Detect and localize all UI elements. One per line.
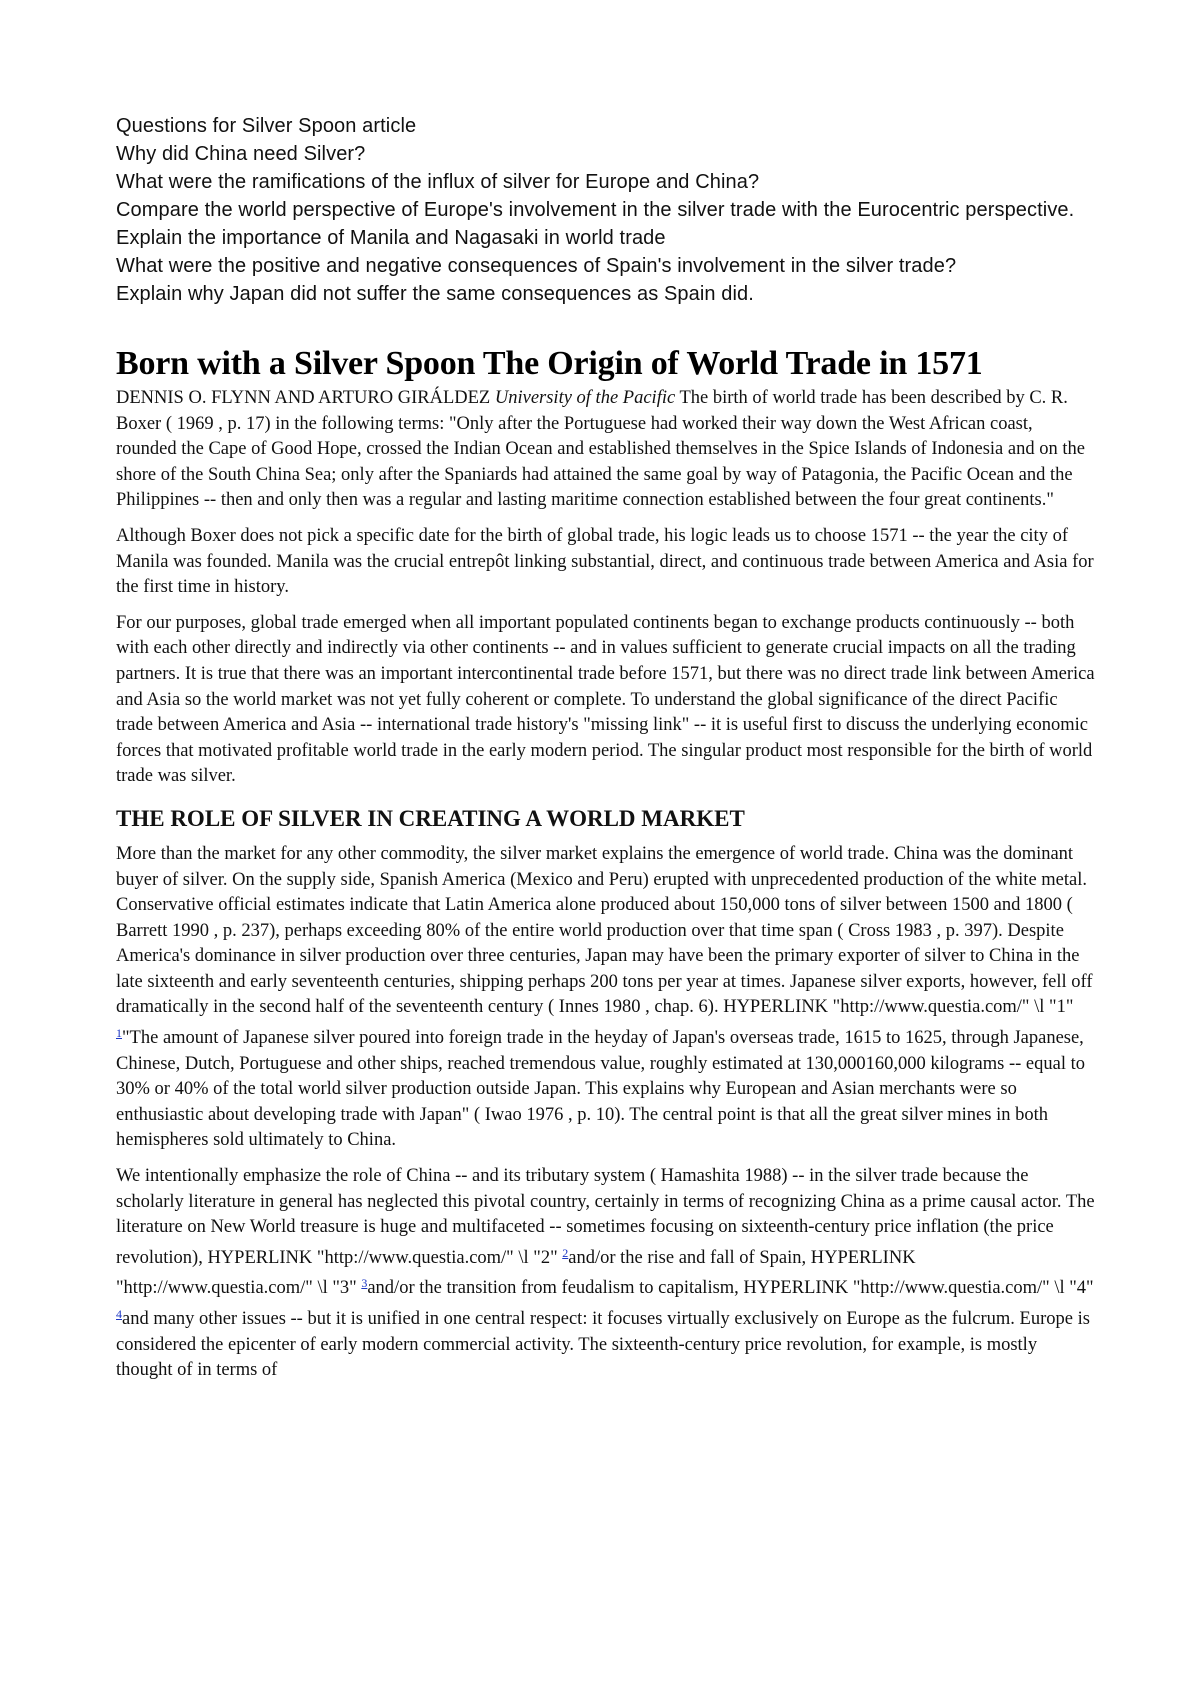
document-page bbox=[116, 112, 1096, 1394]
section-heading: THE ROLE OF SILVER IN CREATING A WORLD MARKET bbox=[116, 805, 745, 831]
paragraph-text: and/or the transition from feudalism to capitalism, HYPERLINK "http://www.questia.com/" \l "4" bbox=[367, 1278, 1094, 1299]
questions-heading: Questions for Silver Spoon article bbox=[116, 115, 417, 137]
paragraph-intro bbox=[116, 386, 1096, 514]
paragraph-text: and/or the rise and fall of Spain, HYPERLINK "http://www.questia.com/" \l "3" bbox=[116, 1247, 916, 1299]
paragraph-text: More than the market for any other commodity, the silver market explains the emergence of world trade. China was the dominant buyer of silver. On the supply side, Spanish America (Mexico and Peru) erupted with unprecedented production of the white metal. Conservative official estimates indicate that Latin America alone produced about 150,000 tons of silver between 1500 and 1800 ( Barrett 1990 , p. 237), perhaps exceeding 80% of the entire world production over that time span ( Cross 1983 , p. 397). Despite America's dominance in silver production over three centuries, Japan may have been the primary exporter of silver to China in the late sixteenth and early seventeenth centuries, shipping perhaps 200 tons per year at times. Japanese silver exports, however, fell off dramatically in the second half of the seventeenth century ( Innes 1980 , chap. 6). HYPERLINK "http://www.questia.com/" \l "1" bbox=[116, 843, 1093, 1018]
paragraph bbox=[116, 1164, 1096, 1384]
affiliation: University of the Pacific bbox=[494, 388, 676, 408]
paragraph-text: "The amount of Japanese silver poured into foreign trade in the heyday of Japan's overseas trade, 1615 to 1625, through Japanese, Chinese, Dutch, Portuguese and other ships, reached tremendous value, roughly estimated at 130,000160,000 kilograms -- equal to 30% or 40% of the total world silver production outside Japan. This explains why European and Asian merchants were so enthusiastic about developing trade with Japan" ( Iwao 1976 , p. 10). The central point is that all the great silver mines in both hemispheres sold ultimately to China. bbox=[116, 1028, 1085, 1151]
question-item: Why did China need Silver? bbox=[116, 143, 366, 165]
question-item: What were the ramifications of the influx of silver for Europe and China? bbox=[116, 171, 760, 193]
paragraph-text: We intentionally emphasize the role of China -- and its tributary system ( Hamashita 1988) -- in the silver trade because the scholarly literature in general has neglected this pivotal country, certainly in terms of recognizing China as a prime causal actor. The literature on New World treasure is huge and multifaceted -- sometimes focusing on sixteenth-century price inflation (the price revolution), HYPERLINK "http://www.questia.com/" \l "2" bbox=[116, 1166, 1095, 1268]
footnote-link-3[interactable]: 3 bbox=[361, 1276, 368, 1291]
paragraph-text: and many other issues -- but it is unified in one central respect: it focuses virtually exclusively on Europe as the fulcrum. Europe is considered the epicenter of early modern commercial activity. The sixteenth-century price revolution, for example, is mostly thought of in terms of bbox=[116, 1309, 1090, 1381]
paragraph: For our purposes, global trade emerged when all important populated continents began to exchange products continuously -- both with each other directly and indirectly via other continents -- and in values sufficient to generate crucial impacts on all the trading partners. It is true that there was an important intercontinental trade before 1571, but there was no direct trade link between America and Asia so the world market was not yet fully coherent or complete. To understand the global significance of the direct Pacific trade between America and Asia -- international trade history's "missing link" -- it is useful first to discuss the underlying economic forces that motivated profitable world trade in the early modern period. The singular product most responsible for the birth of world trade was silver. bbox=[116, 612, 1095, 787]
questions-block bbox=[116, 112, 1096, 308]
question-item: Compare the world perspective of Europe's involvement in the silver trade with the Eurocentric perspective. bbox=[116, 199, 1075, 221]
authors: DENNIS O. FLYNN AND ARTURO GIRÁLDEZ bbox=[116, 388, 491, 408]
question-item: What were the positive and negative consequences of Spain's involvement in the silver trade? bbox=[116, 255, 957, 277]
footnote-link-1[interactable]: 1 bbox=[116, 1026, 122, 1041]
paragraph-text: The birth of world trade has been described by C. R. Boxer ( 1969 , p. 17) in the following terms: "Only after the Portuguese had worked their way down the West African coast, rounded the Cape of Good Hope, crossed the Indian Ocean and established themselves in the Spice Islands of Indonesia and on the shore of the South China Sea; only after the Spaniards had attained the same goal by way of Patagonia, the Pacific Ocean and the Philippines -- then and only then was a regular and lasting maritime connection established between the four great continents." bbox=[116, 388, 1085, 511]
footnote-link-2[interactable]: 2 bbox=[562, 1245, 569, 1260]
question-item: Explain the importance of Manila and Nagasaki in world trade bbox=[116, 227, 666, 249]
paragraph bbox=[116, 842, 1096, 1154]
footnote-link-4[interactable]: 4 bbox=[116, 1307, 122, 1321]
article-title: Born with a Silver Spoon The Origin of World Trade in 1571 bbox=[116, 345, 983, 382]
paragraph: Although Boxer does not pick a specific date for the birth of global trade, his logic leads us to choose 1571 -- the year the city of Manila was founded. Manila was the crucial entrepôt linking substantial, direct, and continuous trade between America and Asia for the first time in history. bbox=[116, 525, 1094, 598]
question-item: Explain why Japan did not suffer the same consequences as Spain did. bbox=[116, 283, 754, 305]
article-body bbox=[116, 386, 1096, 1384]
